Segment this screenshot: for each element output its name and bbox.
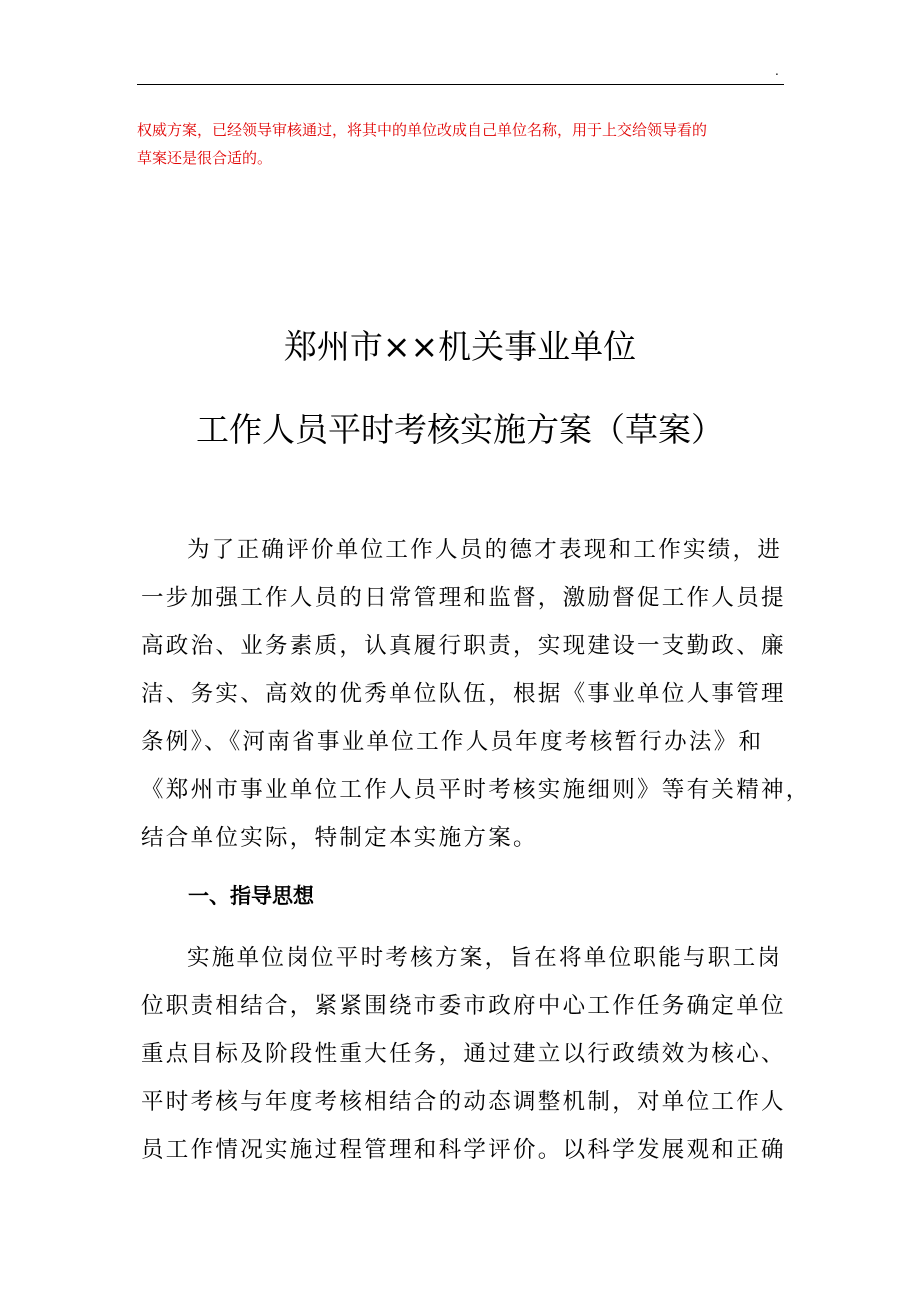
note-line-1: 权威方案，已经领导审核通过，将其中的单位改成自己单位名称，用于上交给领导看的	[137, 121, 708, 139]
header-rule	[137, 84, 784, 85]
paragraph-line: 《郑州市事业单位工作人员平时考核实施细则》等有关精神，	[141, 777, 811, 803]
paragraph-line: 条例》、《河南省事业单位工作人员年度考核暂行办法》和	[141, 729, 764, 755]
paragraph-line: 平时考核与年度考核相结合的动态调整机制，对单位工作人	[141, 1089, 786, 1115]
paragraph-line: 为了正确评价单位工作人员的德才表现和工作实绩，进	[187, 537, 783, 563]
paragraph-line: 高政治、业务素质，认真履行职责，实现建设一支勤政、廉	[141, 633, 786, 659]
note-line-2: 草案还是很合适的。	[137, 149, 273, 167]
paragraph-line: 洁、务实、高效的优秀单位队伍，根据《事业单位人事管理	[141, 681, 786, 707]
paragraph-line: 结合单位实际，特制定本实施方案。	[141, 825, 538, 851]
document-title-line-1: 郑州市××机关事业单位	[283, 327, 637, 366]
document-title-line-2: 工作人员平时考核实施方案（草案）	[196, 410, 724, 449]
red-note	[137, 116, 787, 172]
section-heading-guiding-ideology: 一、指导思想	[188, 884, 314, 908]
guiding-ideology-paragraph	[141, 934, 791, 1174]
paragraph-line: 位职责相结合，紧紧围绕市委市政府中心工作任务确定单位	[141, 993, 786, 1019]
paragraph-line: 实施单位岗位平时考核方案，旨在将单位职能与职工岗	[187, 945, 783, 971]
paragraph-line: 重点目标及阶段性重大任务，通过建立以行政绩效为核心、	[141, 1041, 786, 1067]
paragraph-line: 员工作情况实施过程管理和科学评价。以科学发展观和正确	[141, 1137, 786, 1163]
paragraph-line: 一步加强工作人员的日常管理和监督，激励督促工作人员提	[141, 585, 786, 611]
intro-paragraph	[141, 526, 811, 862]
header-mark: .	[775, 64, 779, 78]
